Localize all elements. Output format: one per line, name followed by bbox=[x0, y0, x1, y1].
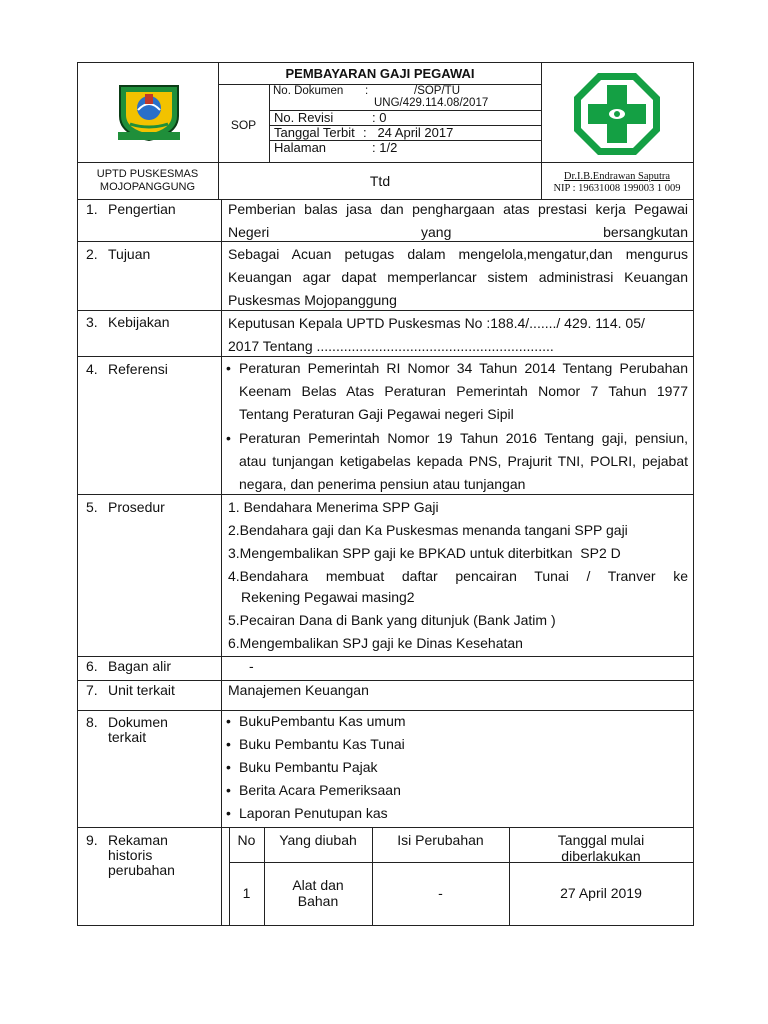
signer-nip: NIP : 19631008 199003 1 009 bbox=[553, 183, 681, 194]
pengertian-text: Pemberian balas jasa dan penghargaan atas prestasi kerja Pegawai Negeri yang bersangkutan bbox=[228, 201, 688, 240]
referensi-list bbox=[226, 357, 688, 496]
history-row-yang-diubah-2: Bahan bbox=[297, 893, 339, 909]
unit-terkait-value: Manajemen Keuangan bbox=[228, 682, 369, 698]
list-item: • BukuPembantu Kas umum bbox=[226, 710, 688, 733]
section-label-perubahan: perubahan bbox=[108, 862, 175, 878]
section-number: 3. bbox=[86, 314, 98, 330]
section-label-pengertian: Pengertian bbox=[108, 201, 176, 217]
regency-emblem-logo bbox=[116, 80, 182, 142]
section-number: 7. bbox=[86, 682, 98, 698]
doc-no-label: No. Dokumen bbox=[273, 85, 344, 97]
list-item: • Buku Pembantu Pajak bbox=[226, 756, 688, 779]
section-label-terkait: terkait bbox=[108, 729, 147, 745]
prosedur-step-4: 4.Bendahara membuat daftar pencairan Tunai / Tranver ke bbox=[228, 568, 688, 584]
history-row-tanggal: 27 April 2019 bbox=[560, 885, 642, 901]
kebijakan-line-1: Keputusan Kepala UPTD Puskesmas No :188.4/......./ 429. 114. 05/ bbox=[228, 315, 645, 331]
list-item: • Peraturan Pemerintah Nomor 19 Tahun 2016 Tentang gaji, pensiun, atau tunjangan ketigabelas kepada PNS, Prajurit TNI, POLRI, pejabat negara, dan penerima pensiun atau tunjangan bbox=[226, 427, 688, 496]
history-header-tanggal-1: Tanggal mulai bbox=[557, 832, 645, 848]
org-name-line-1: UPTD PUSKESMAS bbox=[96, 168, 199, 180]
dokumen-list bbox=[226, 710, 688, 825]
prosedur-step-4-cont: Rekening Pegawai masing2 bbox=[241, 589, 415, 605]
section-number: 4. bbox=[86, 361, 98, 377]
history-row-no: 1 bbox=[242, 885, 251, 901]
section-label-referensi: Referensi bbox=[108, 361, 168, 377]
revision-value: : 0 bbox=[372, 110, 387, 125]
prosedur-step-6: 6.Mengembalikan SPJ gaji ke Dinas Kesehatan bbox=[228, 635, 523, 651]
list-item: • Berita Acara Pemeriksaan bbox=[226, 779, 688, 802]
bagan-alir-value: - bbox=[249, 658, 254, 674]
history-row-isi: - bbox=[438, 885, 443, 901]
tujuan-text: Sebagai Acuan petugas dalam mengelola,mengatur,dan mengurus Keuangan agar dapat memperlancar sistem administrasi Keuangan Puskesmas Mojopanggung bbox=[228, 246, 688, 308]
section-number: 6. bbox=[86, 658, 98, 674]
signer-name: Dr.I.B.Endrawan Saputra bbox=[563, 171, 671, 182]
section-label-unit-terkait: Unit terkait bbox=[108, 682, 175, 698]
history-header-no: No bbox=[237, 832, 256, 848]
prosedur-step-3: 3.Mengembalikan SPP gaji ke BPKAD untuk diterbitkan SP2 D bbox=[228, 545, 621, 561]
doc-no-value-1: /SOP/TU bbox=[414, 85, 461, 97]
issue-date-label: Tanggal Terbit bbox=[274, 125, 355, 140]
sop-label: SOP bbox=[230, 118, 257, 132]
list-item: • Buku Pembantu Kas Tunai bbox=[226, 733, 688, 756]
document-title: PEMBAYARAN GAJI PEGAWAI bbox=[285, 66, 475, 81]
doc-no-value-2: UNG/429.114.08/2017 bbox=[374, 97, 489, 109]
section-label-rekaman: Rekaman bbox=[108, 832, 168, 848]
page-label: Halaman bbox=[274, 140, 327, 155]
section-label-kebijakan: Kebijakan bbox=[108, 314, 170, 330]
history-header-isi: Isi Perubahan bbox=[397, 832, 484, 848]
prosedur-step-2: 2.Bendahara gaji dan Ka Puskesmas menanda tangani SPP gaji bbox=[228, 522, 628, 538]
section-label-dokumen: Dokumen bbox=[108, 714, 168, 730]
puskesmas-logo bbox=[572, 70, 662, 158]
signature-ttd: Ttd bbox=[369, 173, 391, 189]
section-number: 5. bbox=[86, 499, 98, 515]
revision-label: No. Revisi bbox=[274, 110, 334, 125]
section-number: 8. bbox=[86, 714, 98, 730]
org-name-line-2: MOJOPANGGUNG bbox=[99, 181, 196, 193]
section-number: 1. bbox=[86, 201, 98, 217]
section-number: 9. bbox=[86, 832, 98, 848]
section-label-tujuan: Tujuan bbox=[108, 246, 151, 262]
history-row-yang-diubah-1: Alat dan bbox=[292, 877, 344, 893]
history-header-yang-diubah: Yang diubah bbox=[279, 832, 357, 848]
section-number: 2. bbox=[86, 246, 98, 262]
page-value: : 1/2 bbox=[372, 140, 398, 155]
section-label-prosedur: Prosedur bbox=[108, 499, 165, 515]
history-header-tanggal-2: diberlakukan bbox=[561, 848, 641, 864]
section-label-historis: historis bbox=[108, 847, 153, 863]
prosedur-step-1: 1. Bendahara Menerima SPP Gaji bbox=[228, 499, 439, 515]
issue-date-value: : 24 April 2017 bbox=[363, 125, 454, 140]
doc-no-sep: : bbox=[365, 85, 369, 97]
list-item: • Laporan Penutupan kas bbox=[226, 802, 688, 825]
section-label-bagan-alir: Bagan alir bbox=[108, 658, 172, 674]
kebijakan-line-2: 2017 Tentang ............................................................. bbox=[228, 338, 554, 354]
prosedur-step-5: 5.Pecairan Dana di Bank yang ditunjuk (Bank Jatim ) bbox=[228, 612, 556, 628]
list-item: • Peraturan Pemerintah RI Nomor 34 Tahun 2014 Tentang Perubahan Keenam Belas Atas Peraturan Pemerintah Nomor 7 Tahun 1977 Tentang Peraturan Gaji Pegawai negeri Sipil bbox=[226, 357, 688, 426]
